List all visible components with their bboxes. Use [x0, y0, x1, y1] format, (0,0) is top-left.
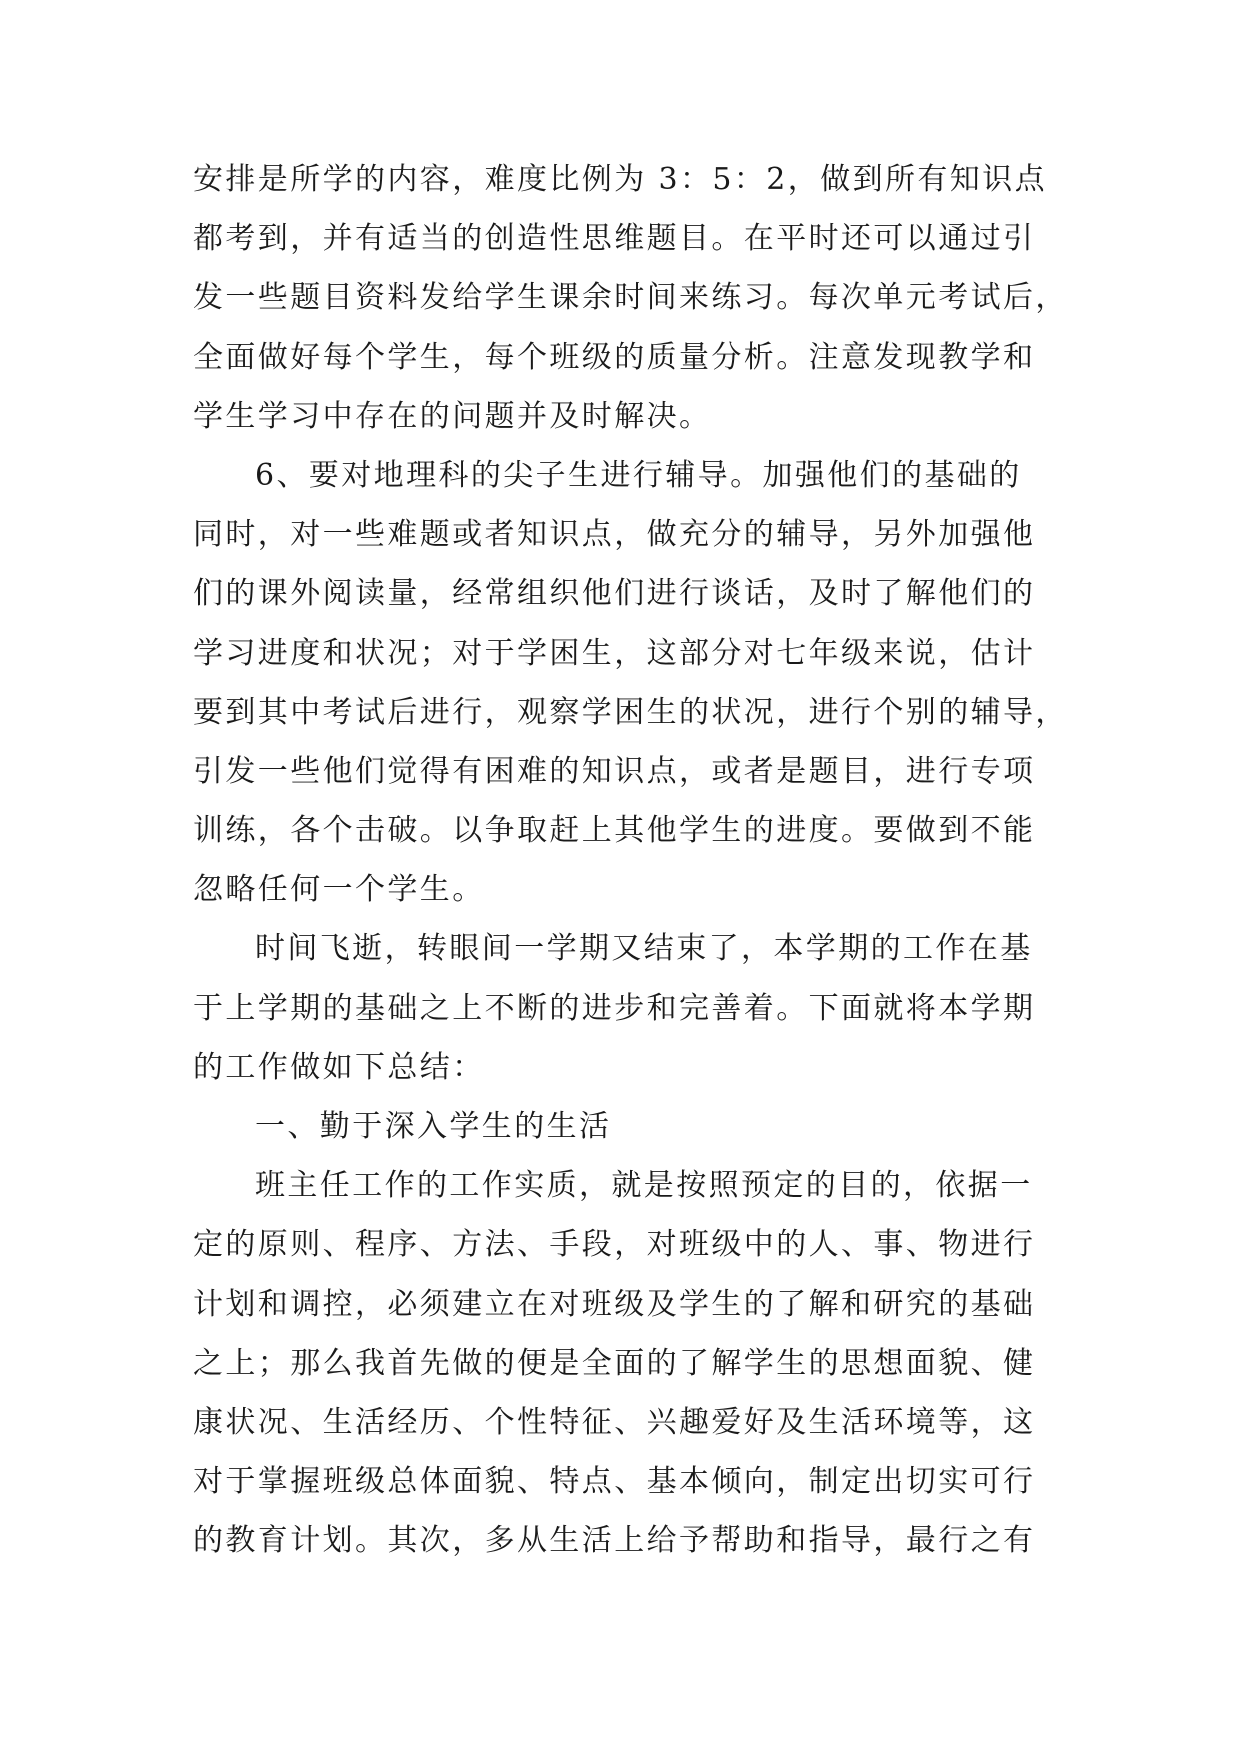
text-line: 同时，对一些难题或者知识点，做充分的辅导，另外加强他 — [193, 517, 1036, 553]
text-line: 的工作做如下总结： — [193, 1049, 485, 1085]
text-line: 康状况、生活经历、个性特征、兴趣爱好及生活环境等，这 — [193, 1404, 1036, 1440]
text-line: 要到其中考试后进行，观察学困生的状况，进行个别的辅导， — [193, 694, 1068, 730]
text-line: 学习进度和状况；对于学困生，这部分对七年级来说，估计 — [193, 635, 1036, 671]
text-line: 学生学习中存在的问题并及时解决。 — [193, 398, 712, 434]
section-heading: 一、勤于深入学生的生活 — [255, 1109, 612, 1144]
text-line: 发一些题目资料发给学生课余时间来练习。每次单元考试后， — [193, 280, 1068, 316]
text-line: 安排是所学的内容，难度比例为 3：5：2，做到所有知识点 — [193, 162, 1047, 197]
text-line: 定的原则、程序、方法、手段，对班级中的人、事、物进行 — [193, 1227, 1036, 1263]
text-line: 的教育计划。其次，多从生活上给予帮助和指导，最行之有 — [193, 1523, 1036, 1559]
text-line: 们的课外阅读量，经常组织他们进行谈话，及时了解他们的 — [193, 576, 1036, 612]
text-line: 引发一些他们觉得有困难的知识点，或者是题目，进行专项 — [193, 753, 1036, 789]
text-line: 全面做好每个学生，每个班级的质量分析。注意发现教学和 — [193, 339, 1036, 375]
body-text — [193, 160, 1073, 1581]
text-line: 计划和调控，必须建立在对班级及学生的了解和研究的基础 — [193, 1286, 1036, 1322]
text-line: 之上；那么我首先做的便是全面的了解学生的思想面貌、健 — [193, 1345, 1036, 1381]
text-line: 对于掌握班级总体面貌、特点、基本倾向，制定出切实可行 — [193, 1464, 1036, 1500]
text-line: 于上学期的基础之上不断的进步和完善着。下面就将本学期 — [193, 990, 1036, 1026]
paragraph-first-line: 班主任工作的工作实质，就是按照预定的目的，依据一 — [255, 1168, 1033, 1204]
paragraph-first-line: 时间飞逝，转眼间一学期又结束了，本学期的工作在基 — [255, 931, 1033, 967]
text-line: 训练，各个击破。以争取赶上其他学生的进度。要做到不能 — [193, 813, 1036, 849]
paragraph-first-line: 6、要对地理科的尖子生进行辅导。加强他们的基础的 — [255, 457, 1022, 493]
text-line: 忽略任何一个学生。 — [193, 872, 485, 908]
text-line: 都考到，并有适当的创造性思维题目。在平时还可以通过引 — [193, 221, 1036, 257]
